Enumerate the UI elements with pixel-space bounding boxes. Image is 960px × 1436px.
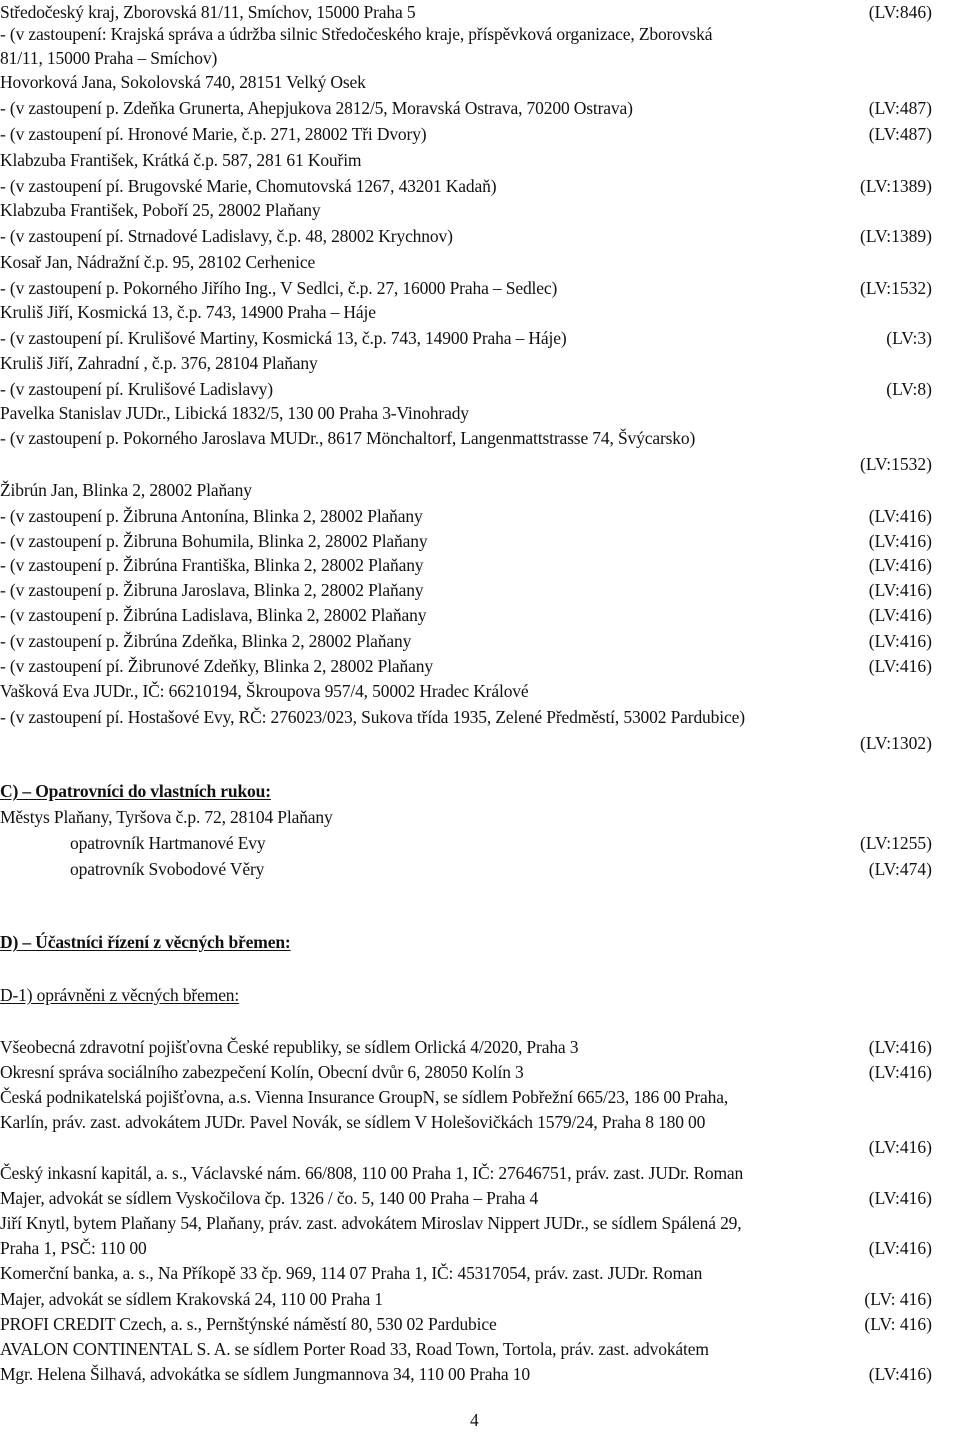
text-line: Všeobecná zdravotní pojišťovna České republiky, se sídlem Orlická 4/2020, Praha 3 bbox=[0, 1037, 579, 1057]
lv-reference: (LV:416) bbox=[868, 1188, 932, 1208]
lv-reference: (LV:416) bbox=[868, 656, 932, 676]
text-line: AVALON CONTINENTAL S. A. se sídlem Porter Road 33, Road Town, Tortola, práv. zast. advokátem bbox=[0, 1339, 709, 1359]
lv-reference: (LV:3) bbox=[886, 328, 932, 348]
lv-reference: (LV:846) bbox=[868, 2, 932, 22]
text-line: - (v zastoupení p. Žibrúna Zdeňka, Blinka 2, 28002 Plaňany bbox=[0, 631, 412, 651]
lv-reference: (LV:416) bbox=[868, 1137, 932, 1157]
text-line: - (v zastoupení p. Žibruna Jaroslava, Blinka 2, 28002 Plaňany bbox=[0, 580, 424, 600]
lv-reference: (LV:1532) bbox=[860, 454, 932, 474]
text-line: 81/11, 15000 Praha – Smíchov) bbox=[0, 48, 218, 68]
text-line: Hovorková Jana, Sokolovská 740, 28151 Velký Osek bbox=[0, 72, 366, 92]
lv-reference: (LV:1532) bbox=[860, 278, 932, 298]
page-number: 4 bbox=[470, 1410, 479, 1430]
text-line: Majer, advokát se sídlem Krakovská 24, 110 00 Praha 1 bbox=[0, 1289, 383, 1309]
text-line: Okresní správa sociálního zabezpečení Kolín, Obecní dvůr 6, 28050 Kolín 3 bbox=[0, 1062, 524, 1082]
text-line: Žibrún Jan, Blinka 2, 28002 Plaňany bbox=[0, 480, 252, 500]
lv-reference: (LV:416) bbox=[868, 1062, 932, 1082]
text-line: opatrovník Svobodové Věry bbox=[70, 859, 265, 879]
text-line: Klabzuba František, Krátká č.p. 587, 281 61 Kouřim bbox=[0, 150, 362, 170]
text-line: - (v zastoupení pí. Krulišové Martiny, Kosmická 13, č.p. 743, 14900 Praha – Háje) bbox=[0, 328, 567, 348]
lv-reference: (LV:1389) bbox=[860, 226, 932, 246]
text-line: Jiří Knytl, bytem Plaňany 54, Plaňany, práv. zast. advokátem Miroslav Nippert JUDr., se sídlem Spálená 29, bbox=[0, 1213, 742, 1233]
text-line: Mgr. Helena Šilhavá, advokátka se sídlem Jungmannova 34, 110 00 Praha 10 bbox=[0, 1364, 530, 1384]
text-line: Kosař Jan, Nádražní č.p. 95, 28102 Cerhenice bbox=[0, 252, 316, 272]
text-line: Praha 1, PSČ: 110 00 bbox=[0, 1238, 147, 1258]
text-line: Komerční banka, a. s., Na Příkopě 33 čp. 969, 114 07 Praha 1, IČ: 45317054, práv. zast. JUDr. Roman bbox=[0, 1263, 703, 1283]
lv-reference: (LV:487) bbox=[868, 124, 932, 144]
text-line: Vašková Eva JUDr., IČ: 66210194, Škroupova 957/4, 50002 Hradec Králové bbox=[0, 681, 529, 701]
text-line: - (v zastoupení pí. Brugovské Marie, Chomutovská 1267, 43201 Kadaň) bbox=[0, 176, 497, 196]
text-line: - (v zastoupení pí. Žibrunové Zdeňky, Blinka 2, 28002 Plaňany bbox=[0, 656, 433, 676]
lv-reference: (LV: 416) bbox=[864, 1314, 932, 1334]
text-line: D-1) oprávněni z věcných břemen: bbox=[0, 985, 240, 1005]
text-line: Český inkasní kapitál, a. s., Václavské nám. 66/808, 110 00 Praha 1, IČ: 27646751, práv. zast. JUDr. Roman bbox=[0, 1163, 744, 1183]
text-line: - (v zastoupení: Krajská správa a údržba silnic Středočeského kraje, příspěvková organizace, Zborovská bbox=[0, 24, 713, 44]
text-line: Městys Plaňany, Tyršova č.p. 72, 28104 Plaňany bbox=[0, 807, 333, 827]
text-line: - (v zastoupení pí. Hostašové Evy, RČ: 276023/023, Sukova třída 1935, Zelené Předměstí, 53002 Pardubice) bbox=[0, 707, 745, 727]
lv-reference: (LV:416) bbox=[868, 555, 932, 575]
text-line: - (v zastoupení pí. Krulišové Ladislavy) bbox=[0, 379, 273, 399]
text-line: PROFI CREDIT Czech, a. s., Pernštýnské náměstí 80, 530 02 Pardubice bbox=[0, 1314, 497, 1334]
text-line: Karlín, práv. zast. advokátem JUDr. Pavel Novák, se sídlem V Holešovičkách 1579/24, Praha 8 180 00 bbox=[0, 1112, 706, 1132]
lv-reference: (LV:416) bbox=[868, 531, 932, 551]
text-line: - (v zastoupení p. Žibrúna Františka, Blinka 2, 28002 Plaňany bbox=[0, 555, 424, 575]
lv-reference: (LV:416) bbox=[868, 631, 932, 651]
text-line: - (v zastoupení p. Pokorného Jiřího Ing., V Sedlci, č.p. 27, 16000 Praha – Sedlec) bbox=[0, 278, 558, 298]
lv-reference: (LV: 416) bbox=[864, 1289, 932, 1309]
lv-reference: (LV:416) bbox=[868, 605, 932, 625]
text-line: Kruliš Jiří, Zahradní , č.p. 376, 28104 Plaňany bbox=[0, 353, 318, 373]
text-line: - (v zastoupení pí. Hronové Marie, č.p. 271, 28002 Tři Dvory) bbox=[0, 124, 427, 144]
lv-reference: (LV:474) bbox=[868, 859, 932, 879]
text-line: - (v zastoupení p. Žibruna Bohumila, Blinka 2, 28002 Plaňany bbox=[0, 531, 428, 551]
text-line: Klabzuba František, Poboří 25, 28002 Plaňany bbox=[0, 200, 321, 220]
text-line: - (v zastoupení pí. Strnadové Ladislavy, č.p. 48, 28002 Krychnov) bbox=[0, 226, 453, 246]
text-line: opatrovník Hartmanové Evy bbox=[70, 833, 266, 853]
lv-reference: (LV:8) bbox=[886, 379, 932, 399]
text-line: D) – Účastníci řízení z věcných břemen: bbox=[0, 932, 291, 952]
text-line: - (v zastoupení p. Žibruna Antonína, Blinka 2, 28002 Plaňany bbox=[0, 506, 423, 526]
lv-reference: (LV:1255) bbox=[860, 833, 932, 853]
lv-reference: (LV:416) bbox=[868, 506, 932, 526]
text-line: Majer, advokát se sídlem Vyskočilova čp. 1326 / čo. 5, 140 00 Praha – Praha 4 bbox=[0, 1188, 539, 1208]
lv-reference: (LV:1302) bbox=[860, 733, 932, 753]
text-line: Kruliš Jiří, Kosmická 13, č.p. 743, 14900 Praha – Háje bbox=[0, 302, 376, 322]
text-line: Středočeský kraj, Zborovská 81/11, Smíchov, 15000 Praha 5 bbox=[0, 2, 416, 22]
text-line: - (v zastoupení p. Zdeňka Grunerta, Ahepjukova 2812/5, Moravská Ostrava, 70200 Ostrava) bbox=[0, 98, 633, 118]
text-line: - (v zastoupení p. Žibrúna Ladislava, Blinka 2, 28002 Plaňany bbox=[0, 605, 427, 625]
lv-reference: (LV:416) bbox=[868, 1364, 932, 1384]
text-line: - (v zastoupení p. Pokorného Jaroslava MUDr., 8617 Mönchaltorf, Langenmattstrasse 74, Švýcarsko) bbox=[0, 428, 696, 448]
lv-reference: (LV:1389) bbox=[860, 176, 932, 196]
text-line: Česká podnikatelská pojišťovna, a.s. Vienna Insurance GroupN, se sídlem Pobřežní 665/23, 186 00 Praha, bbox=[0, 1087, 729, 1107]
lv-reference: (LV:416) bbox=[868, 1238, 932, 1258]
text-line: Pavelka Stanislav JUDr., Libická 1832/5, 130 00 Praha 3-Vinohrady bbox=[0, 403, 469, 423]
text-line: C) – Opatrovníci do vlastních rukou: bbox=[0, 781, 271, 801]
lv-reference: (LV:416) bbox=[868, 1037, 932, 1057]
lv-reference: (LV:487) bbox=[868, 98, 932, 118]
lv-reference: (LV:416) bbox=[868, 580, 932, 600]
